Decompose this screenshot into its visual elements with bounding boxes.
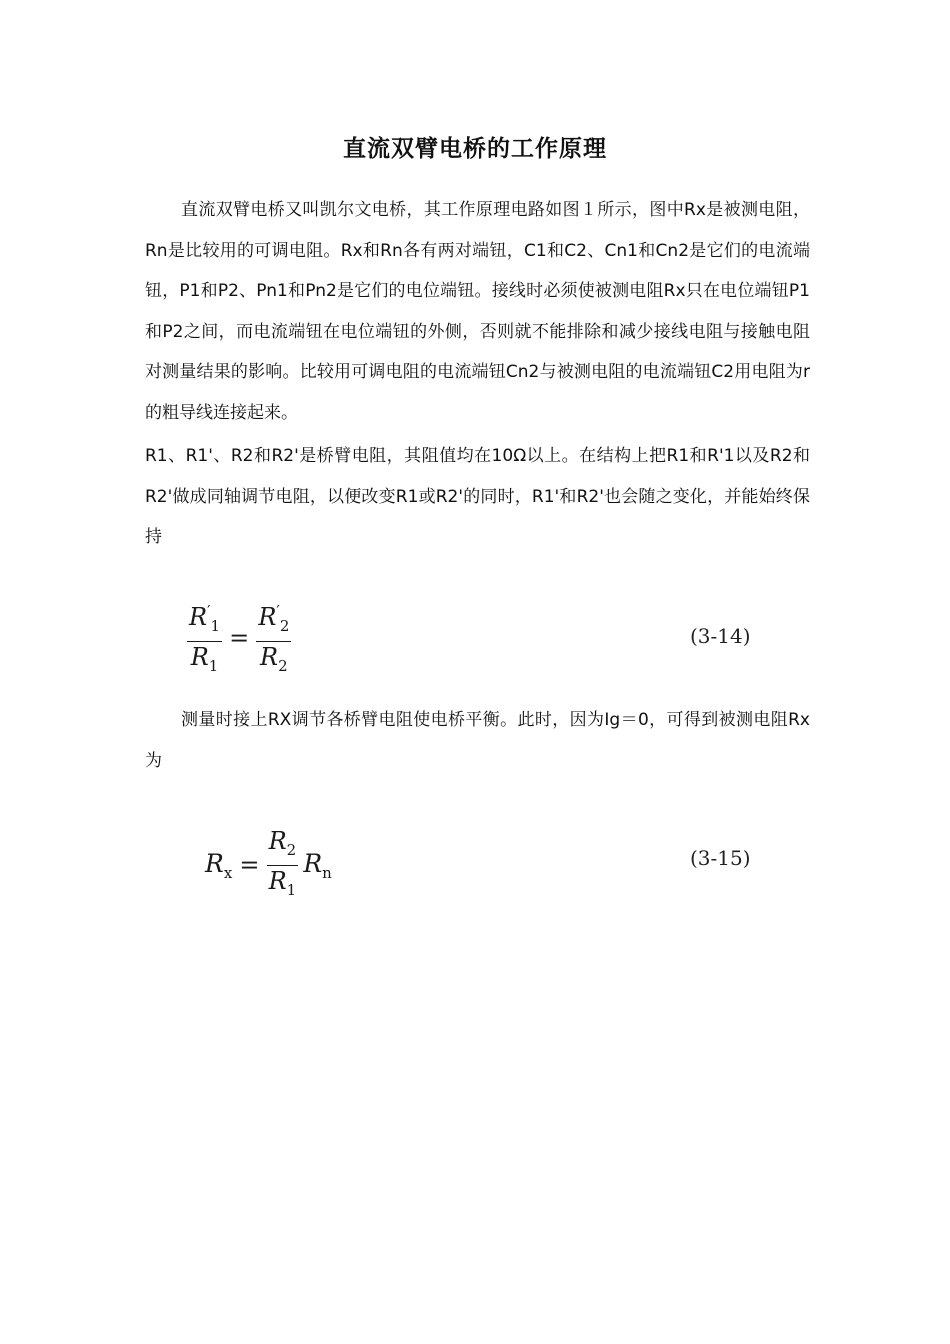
paragraph-intro: 直流双臂电桥又叫凯尔文电桥，其工作原理电路如图１所示，图中Rx是被测电阻，Rn是比较用的可调电阻。Rx和Rn各有两对端钮，C1和C2、Cn1和Cn2是它们的电流端钮，P1和P2、Pn1和Pn2是它们的电位端钮。接线时必须使被测电阻Rx只在电位端钮P1和P2之间，而电流端钮在电位端钮的外侧，否则就不能排除和减少接线电阻与接触电阻对测量结果的影响。比较用可调电阻的电流端钮Cn2与被测电阻的电流端钮C2用电阻为r的粗导线连接起来。 [145,200,810,423]
paragraph-measurement: 测量时接上RX调节各桥臂电阻使电桥平衡。此时，因为Ig＝0，可得到被测电阻Rx为 [145,710,810,771]
variable-rx: $R_x$ [205,848,233,882]
fraction-denominator: $R_1$ [268,866,297,899]
page-title: 直流双臂电桥的工作原理 [343,135,607,162]
variable-rn: $R_n$ [303,848,332,882]
equation-number: (3-14) [690,624,751,648]
equation-3-15 [205,826,332,905]
fraction-rhs [256,596,291,681]
fraction-ratio [267,826,299,905]
equals-sign: = [229,624,250,653]
paragraph-bridge-arms: R1、R1'、R2和R2'是桥臂电阻，其阻值均在10Ω以上。在结构上把R1和R'1以及R2和R2'做成同轴调节电阻，以便改变R1或R2'的同时，R1'和R2'也会随之变化，并能始终保持 [145,446,810,548]
fraction-numerator: $R'_1$ [187,596,222,642]
fraction-denominator: $R_2$ [260,642,288,675]
fraction-lhs [187,596,222,681]
equals-sign: = [239,851,260,880]
fraction-numerator: $R'_2$ [256,596,291,642]
fraction-denominator: $R_1$ [190,642,219,675]
equation-3-14 [187,596,291,681]
fraction-numerator: $R_2$ [267,826,299,866]
equation-number: (3-15) [690,846,751,870]
